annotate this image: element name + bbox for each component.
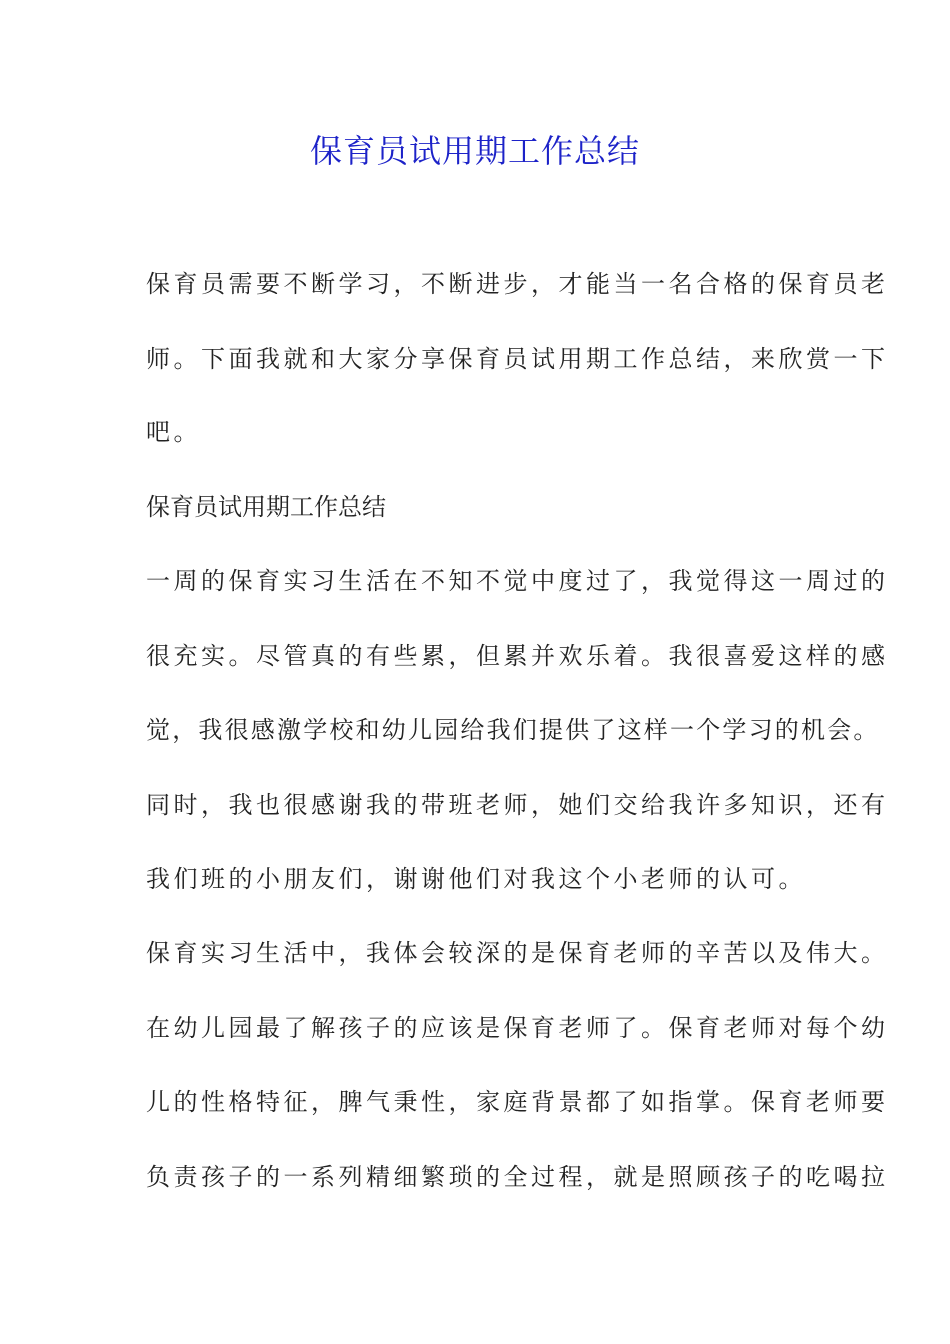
paragraph-line: 我们班的小朋友们，谢谢他们对我这个小老师的认可。	[146, 865, 806, 893]
paragraph-line: 觉，我很感激学校和幼儿园给我们提供了这样一个学习的机会。	[146, 716, 880, 744]
paragraph-line: 同时，我也很感谢我的带班老师，她们交给我许多知识，还有	[146, 791, 889, 819]
paragraph-line: 负责孩子的一系列精细繁琐的全过程，就是照顾孩子的吃喝拉	[146, 1163, 889, 1191]
paragraph-line: 吧。	[146, 418, 201, 446]
document-title: 保育员试用期工作总结	[309, 132, 640, 170]
paragraph-line: 保育员需要不断学习，不断进步，才能当一名合格的保育员老	[146, 270, 889, 298]
paragraph-line: 一周的保育实习生活在不知不觉中度过了，我觉得这一周过的	[146, 567, 889, 595]
paragraph-line: 师。下面我就和大家分享保育员试用期工作总结，来欣赏一下	[146, 345, 889, 373]
paragraph-line: 很充实。尽管真的有些累，但累并欢乐着。我很喜爱这样的感	[146, 642, 889, 670]
paragraph-line: 保育实习生活中，我体会较深的是保育老师的辛苦以及伟大。	[146, 939, 889, 967]
paragraph-line: 在幼儿园最了解孩子的应该是保育老师了。保育老师对每个幼	[146, 1014, 889, 1042]
section-heading: 保育员试用期工作总结	[146, 493, 386, 521]
paragraph-line: 儿的性格特征，脾气秉性，家庭背景都了如指掌。保育老师要	[146, 1088, 889, 1116]
